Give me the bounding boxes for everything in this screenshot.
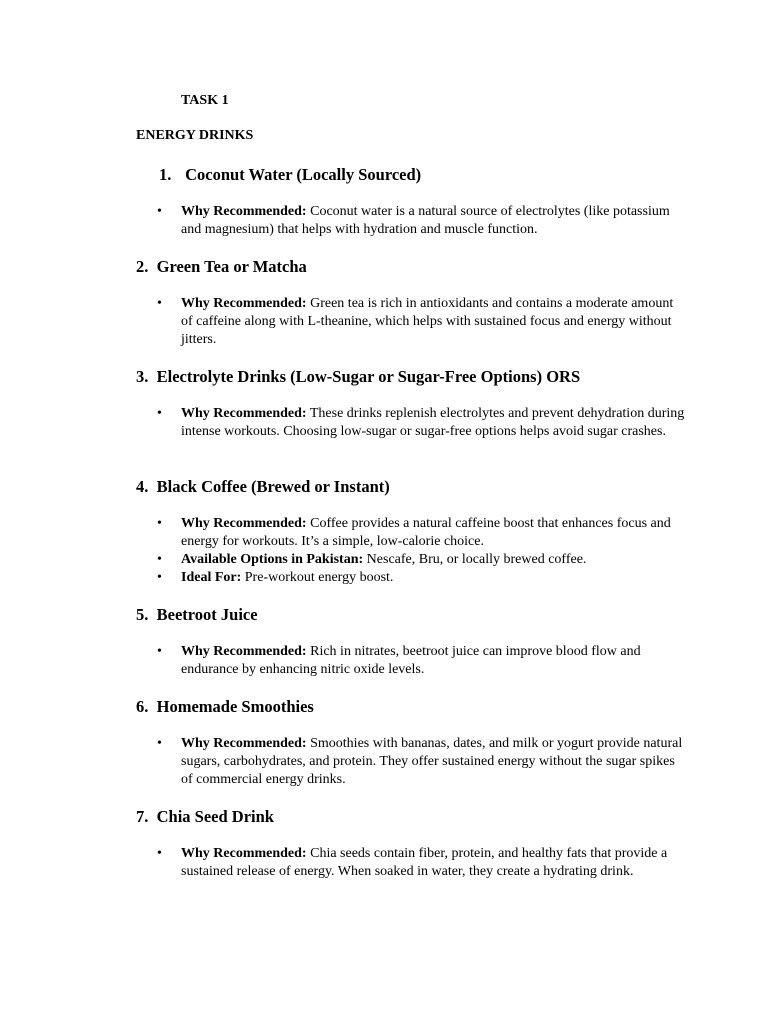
item-number: 6. [136, 697, 153, 716]
item-heading-beetroot-juice [136, 605, 258, 625]
bullet-list [181, 295, 686, 349]
section-title: ENERGY DRINKS [136, 128, 254, 143]
item-title: Black Coffee (Brewed or Instant) [156, 477, 390, 496]
bullet-label: Why Recommended: [181, 736, 307, 751]
bullet-label: Why Recommended: [181, 644, 307, 659]
bullet-label: Available Options in Pakistan: [181, 552, 364, 567]
bullet-label: Why Recommended: [181, 516, 307, 531]
list-item [181, 643, 686, 679]
item-heading-green-tea [136, 257, 307, 277]
bullet-text: Smoothies with bananas, dates, and milk or yogurt provide natural sugars, carbohydrates, and protein. They offer sustained energy without the sugar spikes of commercial energy drinks. [181, 736, 683, 787]
list-item [181, 515, 686, 551]
item-heading-black-coffee [136, 477, 390, 497]
list-item [181, 295, 686, 349]
list-item [181, 405, 686, 441]
item-title: Chia Seed Drink [156, 807, 274, 826]
item-title: Coconut Water (Locally Sourced) [185, 165, 422, 184]
bullet-list [181, 405, 686, 441]
item-number: 2. [136, 257, 153, 276]
bullet-text: Coconut water is a natural source of electrolytes (like potassium and magnesium) that helps with hydration and muscle function. [181, 204, 670, 237]
item-number: 5. [136, 605, 153, 624]
item-heading-chia-seed-drink [136, 807, 274, 827]
list-item [181, 735, 686, 789]
task-title: TASK 1 [181, 93, 229, 108]
bullet-label: Ideal For: [181, 570, 242, 585]
item-heading-coconut-water [159, 165, 421, 185]
bullet-list [181, 203, 686, 239]
item-number: 4. [136, 477, 153, 496]
item-title: Homemade Smoothies [156, 697, 314, 716]
bullet-text: Pre-workout energy boost. [241, 570, 394, 585]
bullet-list [181, 643, 686, 679]
bullet-list [181, 845, 686, 881]
bullet-text: Green tea is rich in antioxidants and contains a moderate amount of caffeine along with L-theanine, which helps with sustained focus and energy without jitters. [181, 296, 674, 347]
bullet-label: Why Recommended: [181, 204, 307, 219]
list-item [181, 203, 686, 239]
list-item [181, 845, 686, 881]
bullet-text: Coffee provides a natural caffeine boost that enhances focus and energy for workouts. It’s a simple, low-calorie choice. [181, 516, 671, 549]
bullet-text: Rich in nitrates, beetroot juice can improve blood flow and endurance by enhancing nitric oxide levels. [181, 644, 641, 677]
bullet-label: Why Recommended: [181, 846, 307, 861]
bullet-list [181, 735, 686, 789]
item-title: Beetroot Juice [156, 605, 258, 624]
item-heading-electrolyte-drinks [136, 367, 580, 387]
bullet-text: These drinks replenish electrolytes and prevent dehydration during intense workouts. Choosing low-sugar or sugar-free options helps avoid sugar crashes. [181, 406, 685, 439]
bullet-list [181, 515, 686, 587]
item-title: Green Tea or Matcha [156, 257, 307, 276]
bullet-text: Chia seeds contain fiber, protein, and healthy fats that provide a sustained release of energy. When soaked in water, they create a hydrating drink. [181, 846, 668, 879]
bullet-label: Why Recommended: [181, 406, 307, 421]
item-number: 1. [159, 165, 172, 184]
item-number: 7. [136, 807, 153, 826]
bullet-label: Why Recommended: [181, 296, 307, 311]
bullet-text: Nescafe, Bru, or locally brewed coffee. [363, 552, 587, 567]
list-item [181, 569, 686, 587]
item-title: Electrolyte Drinks (Low-Sugar or Sugar-Free Options) ORS [156, 367, 581, 386]
item-number: 3. [136, 367, 153, 386]
list-item [181, 551, 686, 569]
item-heading-homemade-smoothies [136, 697, 314, 717]
